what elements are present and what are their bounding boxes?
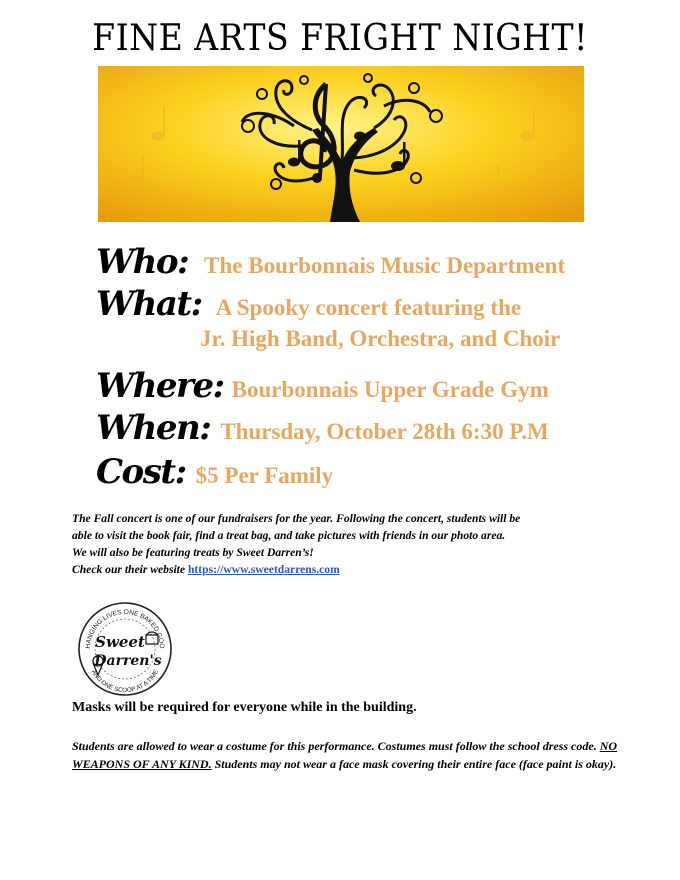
music-tree-illustration: [98, 66, 584, 222]
sweet-darrens-logo: [76, 601, 174, 697]
what-value-line1: A Spooky concert featuring the: [215, 295, 522, 320]
what-label: What:: [96, 284, 202, 324]
what-row: [96, 284, 521, 324]
info-line: able to visit the book fair, find a treat bag, and take pictures with friends in our photo area.: [72, 529, 506, 542]
masks-notice: Masks will be required for everyone while in the building.: [72, 700, 417, 715]
page-title: FINE ARTS FRIGHT NIGHT!: [92, 18, 588, 59]
logo-top-arc: HANGING LIVES ONE BAKED GOO: [84, 608, 166, 649]
who-row: [96, 242, 565, 282]
logo-bottom-arc: AND ONE SCOOP AT A TIME: [89, 668, 161, 695]
costume-paragraph: [72, 738, 624, 773]
where-row: [96, 366, 549, 406]
costume-text: Students are allowed to wear a costume for this performance. Costumes must follow the school dress code.: [72, 739, 600, 753]
who-value: The Bourbonnais Music Department: [204, 253, 566, 278]
cost-row: [96, 452, 333, 492]
info-paragraph: [72, 510, 632, 578]
when-label: When:: [96, 408, 211, 448]
website-prefix: Check our their website: [72, 563, 188, 576]
website-link[interactable]: https://www.sweetdarrens.com: [187, 563, 340, 576]
where-value: Bourbonnais Upper Grade Gym: [231, 377, 549, 402]
banner-image: [98, 66, 584, 222]
info-line: The Fall concert is one of our fundraisers for the year. Following the concert, students will be: [72, 512, 521, 525]
when-row: [96, 408, 549, 448]
where-label: Where:: [96, 366, 224, 406]
no-weapons-text: NO WEAPONS OF ANY KIND.: [72, 739, 618, 771]
info-line-website: [72, 561, 632, 578]
cost-value: $5 Per Family: [195, 463, 334, 488]
costume-text-continued: Students may not wear a face mask covering their entire face (face paint is okay).: [211, 756, 617, 771]
logo-name-line1: Sweet: [95, 633, 145, 651]
info-line: We will also be featuring treats by Sweet Darren’s!: [72, 546, 314, 559]
what-row-continued: [200, 326, 560, 352]
cost-label: Cost:: [96, 452, 186, 492]
who-label: Who:: [96, 242, 189, 282]
what-value-line2: Jr. High Band, Orchestra, and Choir: [200, 326, 561, 351]
logo-name-line2: Darren's: [94, 653, 162, 669]
when-value: Thursday, October 28th 6:30 P.M: [220, 419, 549, 444]
